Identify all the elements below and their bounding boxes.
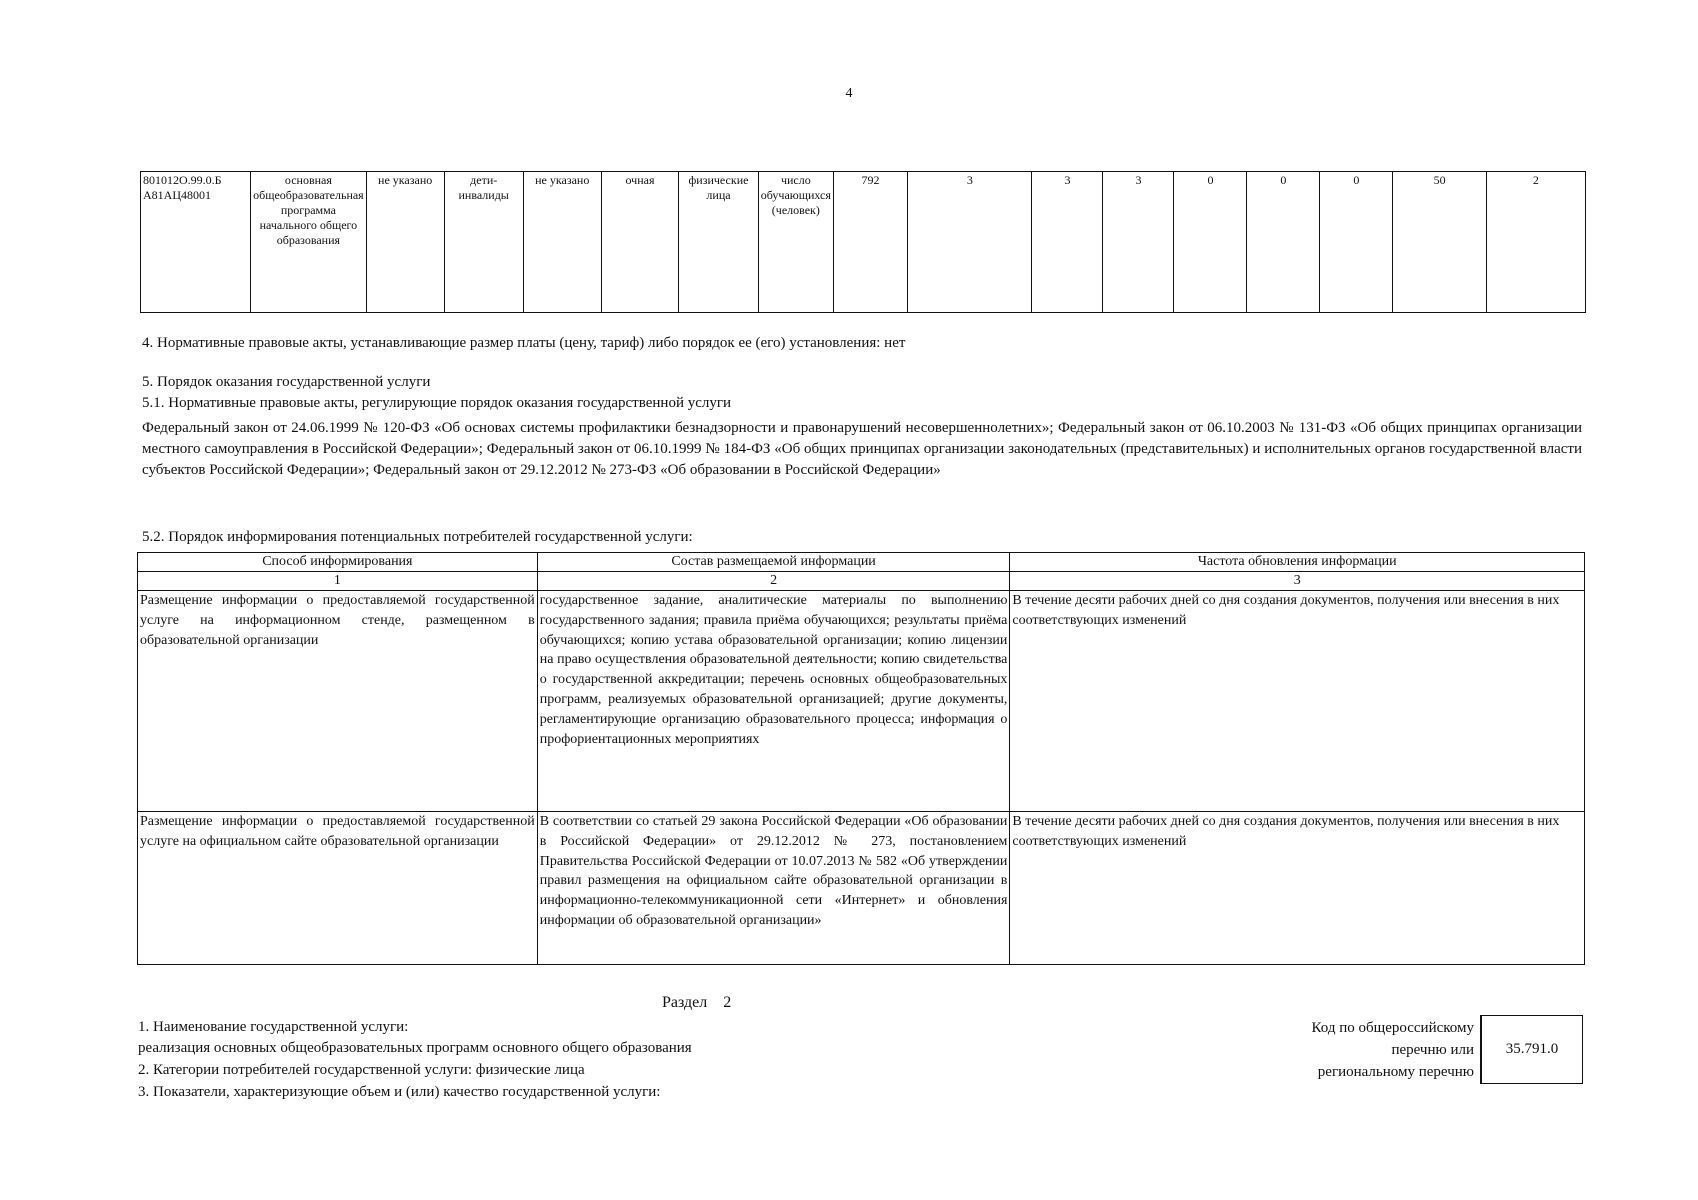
- frequency-cell: В течение десяти рабочих дней со дня создания документов, получения или внесения в них соответствующих изменений: [1010, 591, 1585, 812]
- table-row: [138, 812, 1585, 965]
- section-number: 2: [723, 994, 732, 1011]
- value-cell: 3: [1103, 172, 1174, 313]
- registry-code-label: [1240, 1017, 1474, 1083]
- column-number-row: [138, 572, 1585, 591]
- section-5-1-text: Федеральный закон от 24.06.1999 № 120-ФЗ «Об основах системы профилактики безнадзорности и правонарушений несовершеннолетних»; Федеральный закон от 06.10.2003 № 131-ФЗ «Об общих принципах организации местного самоуправления в Российской Федерации»; Федеральный закон от 06.10.1999 № 184-ФЗ «Об общих принципах организации законодательных (представительных) и исполнительных органов государственной власти субъектов Российской Федерации»; Федеральный закон от 29.12.2012 № 273-ФЗ «Об образовании в Российской Федерации»: [142, 420, 1582, 478]
- consumer-cell: физические лица: [679, 172, 759, 313]
- informing-table: [137, 552, 1585, 965]
- column-header: Состав размещаемой информации: [537, 553, 1010, 572]
- registry-code-box: [1480, 1015, 1583, 1084]
- table-row: [141, 172, 1586, 313]
- form-cell: очная: [601, 172, 679, 313]
- consumer-category: 2. Категории потребителей государственной услуги: физические лица: [138, 1062, 585, 1078]
- code-label-line: Код по общероссийскому: [1311, 1020, 1474, 1036]
- column-header: Способ информирования: [138, 553, 538, 572]
- section-4-paragraph: 4. Нормативные правовые акты, устанавливающие размер платы (цену, тариф) либо порядок ее (его) установления: нет: [142, 335, 906, 351]
- table-cell: не указано: [523, 172, 601, 313]
- value-cell: 3: [1032, 172, 1103, 313]
- service-name-label: 1. Наименование государственной услуги:: [138, 1019, 409, 1035]
- section-5-1-title: 5.1. Нормативные правовые акты, регулирующие порядок оказания государственной услуги: [142, 395, 732, 411]
- value-cell: 0: [1320, 172, 1393, 313]
- column-number: 1: [138, 572, 538, 591]
- value-cell: 2: [1486, 172, 1585, 313]
- indicator-cell: число обучающихся (человек): [758, 172, 833, 313]
- code-label-line: перечню или: [1391, 1042, 1474, 1058]
- program-cell: основная общеобразовательная программа начального общего образования: [251, 172, 367, 313]
- registry-code-cell: 801012О.99.0.Б А81АЦ48001: [141, 172, 251, 313]
- table-cell: не указано: [366, 172, 444, 313]
- section-5-2-title: 5.2. Порядок информирования потенциальных потребителей государственной услуги:: [142, 529, 693, 545]
- method-cell: Размещение информации о предоставляемой государственной услуге на информационном стенде, размещенном в образовательной организации: [138, 591, 538, 812]
- content-cell: В соответствии со статьей 29 закона Российской Федерации «Об образовании в Российской Федерации» от 29.12.2012 № 273, постановлением Правительства Российской Федерации от 10.07.2013 № 582 «Об утверждении правил размещения на официальном сайте образовательной организации в информационно-телекоммуникационной сети «Интернет» и обновления информации об образовательной организации»: [537, 812, 1010, 965]
- table-header-row: [138, 553, 1585, 572]
- method-cell: Размещение информации о предоставляемой государственной услуге на официальном сайте образовательной организации: [138, 812, 538, 965]
- column-number: 2: [537, 572, 1010, 591]
- unit-code-cell: 792: [833, 172, 907, 313]
- indicator-row-table: [140, 171, 1586, 313]
- service-name-value: реализация основных общеобразовательных программ основного общего образования: [138, 1040, 692, 1056]
- section-label: Раздел: [662, 994, 708, 1011]
- section-5-title: 5. Порядок оказания государственной услуги: [142, 374, 431, 390]
- registry-code-value: 35.791.0: [1505, 1041, 1559, 1057]
- code-label-line: региональному перечню: [1317, 1064, 1474, 1080]
- page-number: 4: [845, 86, 853, 101]
- column-number: 3: [1010, 572, 1585, 591]
- content-cell: государственное задание, аналитические материалы по выполнению государственного задания; правила приёма обучающихся; результаты приёма обучающихся; копию устава образовательной организации; копию лицензии на право осуществления образовательной деятельности; копию свидетельства о государственной аккредитации; перечень основных общеобразовательных программ, реализуемых образовательной организацией; другие документы, регламентирующие организацию образовательного процесса; информация о профориентационных мероприятиях: [537, 591, 1010, 812]
- value-cell: 3: [908, 172, 1032, 313]
- value-cell: 0: [1247, 172, 1320, 313]
- table-row: [138, 591, 1585, 812]
- value-cell: 0: [1174, 172, 1247, 313]
- column-header: Частота обновления информации: [1010, 553, 1585, 572]
- frequency-cell: В течение десяти рабочих дней со дня создания документов, получения или внесения в них соответствующих изменений: [1010, 812, 1585, 965]
- value-cell: 50: [1393, 172, 1486, 313]
- category-cell: дети-инвалиды: [444, 172, 523, 313]
- indicators-title: 3. Показатели, характеризующие объем и (или) качество государственной услуги:: [138, 1084, 661, 1100]
